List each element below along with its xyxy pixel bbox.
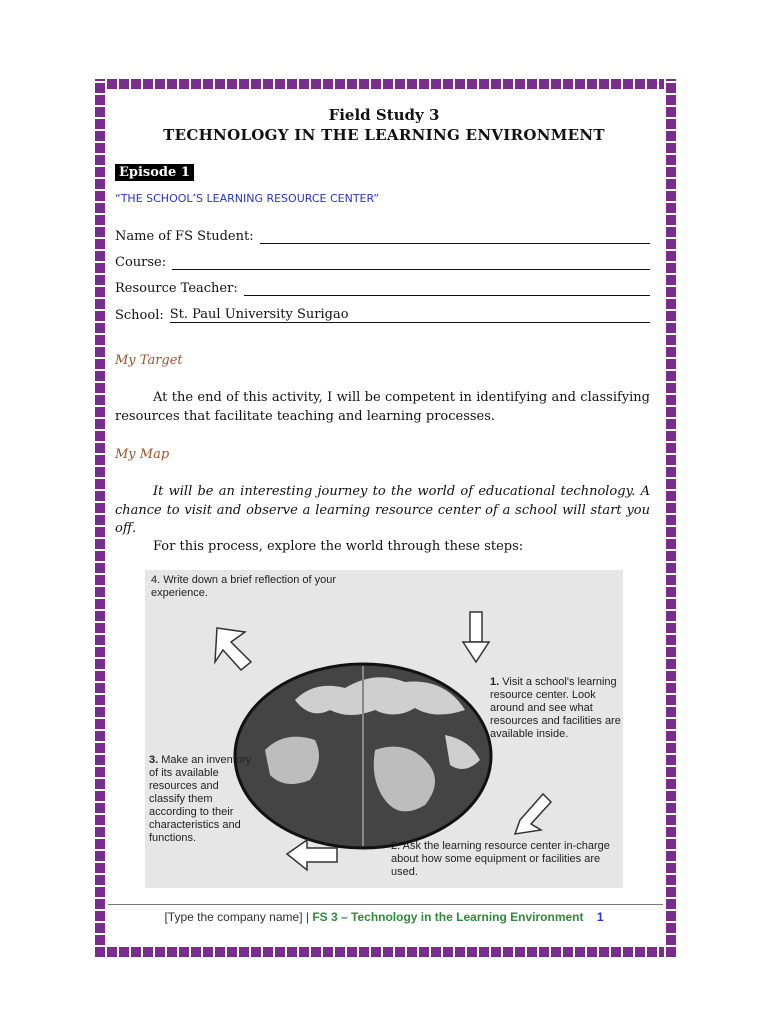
- steps-intro-text: For this process, explore the world through these steps:: [153, 539, 524, 554]
- my-target-text: [115, 389, 650, 426]
- resource-teacher-label: Resource Teacher:: [115, 281, 238, 296]
- school-field[interactable]: [115, 305, 650, 323]
- page-number: 1: [596, 910, 604, 924]
- episode-title: “THE SCHOOL’S LEARNING RESOURCE CENTER”: [115, 192, 380, 205]
- course-label: Course:: [115, 255, 167, 270]
- steps-figure: [145, 570, 623, 888]
- school-value[interactable]: St. Paul University Surigao: [170, 307, 650, 323]
- course-value[interactable]: [172, 254, 650, 270]
- border-left: [93, 79, 105, 959]
- student-name-label: Name of FS Student:: [115, 229, 254, 244]
- student-name-value[interactable]: [260, 228, 650, 244]
- step-4-text: 4. Write down a brief reflection of your experience.: [151, 574, 337, 599]
- step-3-number: 3.: [149, 754, 159, 766]
- course-field[interactable]: [115, 252, 650, 270]
- footer-course-title: FS 3 – Technology in the Learning Environment: [312, 910, 584, 924]
- school-label: School:: [115, 308, 164, 323]
- my-target-heading: My Target: [115, 353, 183, 368]
- step-1-number: 1.: [490, 676, 500, 688]
- my-map-text: [115, 483, 650, 539]
- step-2-text: 2. Ask the learning resource center in-charge about how some equipment or facilities are used.: [391, 840, 610, 878]
- arrow-down-icon: [463, 612, 489, 662]
- border-bottom: [93, 947, 676, 959]
- arrow-up-left-icon: [215, 628, 251, 670]
- resource-teacher-value[interactable]: [244, 280, 650, 296]
- step-3-text: [149, 754, 253, 845]
- page-footer: [0, 910, 768, 924]
- episode-label: Episode 1: [115, 164, 194, 181]
- step-3-body: Make an inventory of its available resources and classify them according to their characteristics and functions.: [149, 754, 252, 844]
- student-name-field[interactable]: [115, 226, 650, 244]
- my-map-body: It will be an interesting journey to the world of educational technology. A chance to visit and observe a learning resource center of a school will start you off.: [115, 484, 650, 536]
- footer-separator: |: [305, 910, 309, 924]
- my-target-body: At the end of this activity, I will be competent in identifying and classifying resources that facilitate teaching and learning processes.: [115, 390, 650, 424]
- step-1-text: [490, 676, 622, 741]
- step-1-body: Visit a school's learning resource center. Look around and see what resources and facilities are available inside.: [490, 676, 621, 740]
- resource-teacher-field[interactable]: [115, 278, 650, 296]
- footer-company: [Type the company name]: [164, 910, 303, 924]
- continent-shape-2: [265, 737, 319, 784]
- document-title: Field Study 3: [328, 106, 440, 124]
- my-map-heading: My Map: [115, 447, 170, 462]
- border-top: [93, 79, 676, 91]
- document-subtitle: TECHNOLOGY IN THE LEARNING ENVIRONMENT: [163, 126, 605, 144]
- arrow-down-left-icon: [515, 794, 551, 834]
- border-right: [664, 79, 676, 959]
- footer-divider: [108, 904, 663, 905]
- steps-intro: [115, 538, 650, 557]
